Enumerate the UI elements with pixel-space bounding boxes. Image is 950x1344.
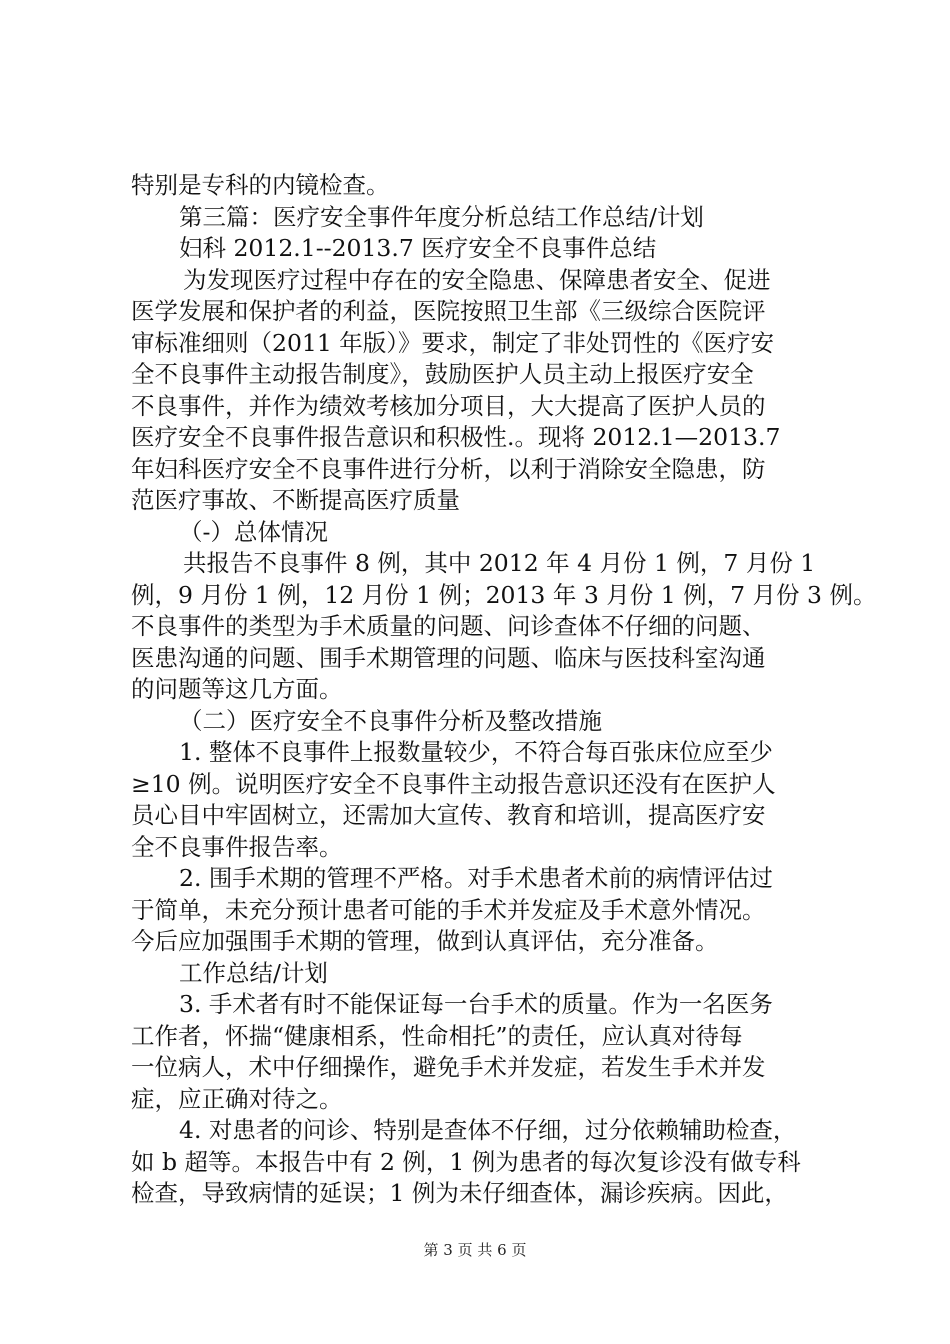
text-line: 特别是专科的内镜检查。 — [131, 171, 390, 199]
interstitial-heading: 工作总结/计划 — [179, 958, 328, 987]
text-line: 症，应正确对待之。 — [131, 1084, 343, 1113]
text-line: 审标准细则（2011 年版）》要求，制定了非处罚性的《医疗安 — [131, 328, 775, 357]
text-line: 一位病人，术中仔细操作，避免手术并发症，若发生手术并发 — [131, 1053, 766, 1081]
text-line: 的问题等这几方面。 — [131, 675, 343, 703]
subsection-heading: （二）医疗安全不良事件分析及整改措施 — [179, 706, 602, 735]
text-line: 医学发展和保护者的利益，医院按照卫生部《三级综合医院评 — [131, 297, 766, 325]
text-line: 今后应加强围手术期的管理，做到认真评估，充分准备。 — [131, 927, 719, 955]
text-line: 为发现医疗过程中存在的安全隐患、保障患者安全、促进 — [183, 265, 771, 294]
document-body — [131, 170, 877, 1210]
text-line: 员心目中牢固树立，还需加大宣传、教育和培训，提高医疗安 — [131, 801, 766, 829]
document-title: 妇科 2012.1--2013.7 医疗安全不良事件总结 — [179, 234, 657, 262]
text-line: 全不良事件报告率。 — [131, 832, 343, 861]
text-line: 工作者，怀揣“健康相系，性命相托”的责任，应认真对待每 — [131, 1021, 743, 1050]
subsection-heading: （-）总体情况 — [179, 517, 328, 546]
page-number: 第 3 页 共 6 页 — [423, 1241, 527, 1259]
text-line: 检查，导致病情的延误；1 例为未仔细查体，漏诊疾病。因此， — [131, 1179, 788, 1207]
text-line: 医患沟通的问题、围手术期管理的问题、临床与医技科室沟通 — [131, 643, 766, 672]
text-line: 医疗安全不良事件报告意识和积极性.。现将 2012.1—2013.7 — [131, 423, 781, 451]
text-line: 范医疗事故、不断提高医疗质量 — [131, 486, 460, 514]
text-line: ≥10 例。说明医疗安全不良事件主动报告意识还没有在医护人 — [131, 769, 776, 798]
text-line: 3. 手术者有时不能保证每一台手术的质量。作为一名医务 — [179, 990, 773, 1018]
text-line: 不良事件，并作为绩效考核加分项目，大大提高了医护人员的 — [131, 391, 766, 420]
text-line: 全不良事件主动报告制度》，鼓励医护人员主动上报医疗安全 — [131, 360, 754, 388]
text-line: 如 b 超等。本报告中有 2 例，1 例为患者的每次复诊没有做专科 — [131, 1147, 801, 1176]
text-line: 1. 整体不良事件上报数量较少，不符合每百张床位应至少 — [179, 738, 773, 766]
text-line: 4. 对患者的问诊、特别是查体不仔细，过分依赖辅助检查， — [179, 1116, 797, 1144]
text-line: 不良事件的类型为手术质量的问题、问诊查体不仔细的问题、 — [131, 612, 766, 640]
text-line: 例，9 月份 1 例，12 月份 1 例；2013 年 3 月份 1 例，7 月份 3 例。 — [131, 580, 877, 609]
section-heading: 第三篇：医疗安全事件年度分析总结工作总结/计划 — [179, 202, 704, 231]
text-line: 年妇科医疗安全不良事件进行分析，以利于消除安全隐患，防 — [131, 454, 766, 483]
text-line: 2. 围手术期的管理不严格。对手术患者术前的病情评估过 — [179, 864, 773, 892]
text-line: 共报告不良事件 8 例，其中 2012 年 4 月份 1 例，7 月份 1 — [183, 549, 816, 577]
text-line: 于简单，未充分预计患者可能的手术并发症及手术意外情况。 — [131, 895, 766, 924]
